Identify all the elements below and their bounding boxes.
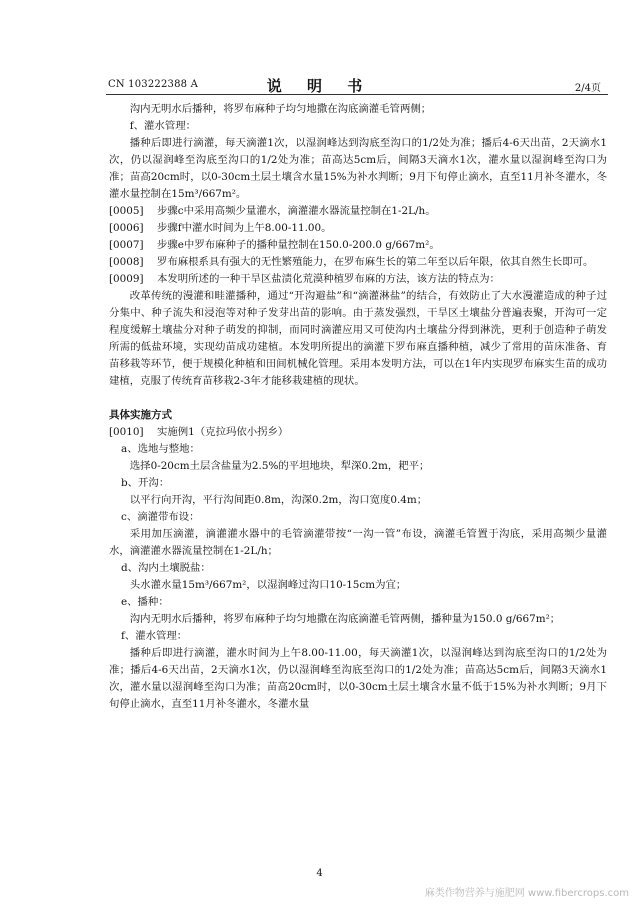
body-paragraph: 采用加压滴灌，滴灌灌水器中的毛管滴灌带按“一沟一管”布设，滴灌毛管置于沟底，采用高频少量灌水，滴灌灌水器流量控制在1-2L/h； bbox=[109, 528, 607, 557]
numbered-paragraph bbox=[109, 203, 607, 220]
paragraph-number: [0007] bbox=[109, 239, 144, 251]
body-paragraph: f、灌水管理： bbox=[129, 120, 196, 132]
body-paragraph: 头水灌水量15m³/667m²，以湿润峰过沟口10-15cm为宜； bbox=[129, 579, 407, 591]
body-paragraph: 播种后即进行滴灌，灌水时间为上午8.00-11.00，每天滴灌1次，以湿润峰达到沟底至沟口的1/2处为准；播后4-6天出苗，2天滴水1次，仍以湿润峰至沟底至沟口的1/2处为准；苗高达5cm后，间隔3天滴水1次，灌水量以湿润峰至沟口为准；苗高20cm时，以0-30cm土层土壤含水量不低于15%为补水判断；9月下旬停止滴水，直至11月补冬灌水，冬灌水量 bbox=[109, 647, 607, 710]
body-paragraph: 以平行向开沟，平行沟间距0.8m，沟深0.2m，沟口宽度0.4m； bbox=[129, 494, 428, 506]
paragraph-text: 步骤e中罗布麻种子的播种量控制在150.0-200.0 g/667m²。 bbox=[157, 239, 440, 251]
paragraph-number: [0010] bbox=[109, 426, 144, 438]
page-number: 4 bbox=[316, 868, 323, 879]
body-paragraph: 沟内无明水后播种，将罗布麻种子均匀地撒在沟底滴灌毛管两侧，播种量为150.0 g/667m²； bbox=[129, 613, 561, 625]
page-title: 说 明 书 bbox=[266, 77, 373, 95]
body-paragraph: 改革传统的漫灌和畦灌播种，通过“开沟避盐”和“滴灌淋盐”的结合，有效防止了大水漫灌造成的种子过分集中、种子流失和浸泡等对种子发芽出苗的影响。由于蒸发强烈，干旱区土壤盐分普遍表聚，开沟可一定程度缓解土壤盐分对种子萌发的抑制，而同时滴灌应用又可使沟内土壤盐分得到淋洗，更利于创造种子萌发所需的低盐环境，实现幼苗成功建植。本发明所提出的滴灌下罗布麻直播种植，减少了常用的苗床准备、育苗移栽等环节，便于规模化种植和田间机械化管理。采用本发明方法，可以在1年内实现罗布麻实生苗的成功建植，克服了传统育苗移栽2-3年才能移栽建植的现状。 bbox=[109, 290, 607, 387]
numbered-paragraph bbox=[109, 237, 607, 254]
numbered-paragraph bbox=[109, 220, 607, 237]
step-heading: d、沟内土壤脱盐： bbox=[121, 562, 211, 574]
paragraph-text: 步骤c中采用高频少量灌水，滴灌灌水器流量控制在1-2L/h。 bbox=[157, 205, 436, 217]
paragraph-number: [0008] bbox=[109, 256, 144, 268]
paragraph-number: [0005] bbox=[109, 205, 144, 217]
paragraph-number: [0009] bbox=[109, 273, 144, 285]
numbered-paragraph bbox=[109, 254, 607, 271]
numbered-paragraph bbox=[109, 271, 607, 288]
header-rule bbox=[106, 94, 608, 95]
step-heading: b、开沟： bbox=[121, 477, 170, 489]
body-paragraph: 沟内无明水后播种，将罗布麻种子均匀地撒在沟底滴灌毛管两侧； bbox=[129, 103, 432, 115]
step-heading: a、选地与整地： bbox=[121, 443, 200, 455]
section-gap bbox=[109, 390, 607, 407]
numbered-paragraph bbox=[109, 424, 607, 441]
paragraph-number: [0006] bbox=[109, 222, 144, 234]
watermark: 麻类作物营养与施肥网 www.fibercrops.com bbox=[424, 888, 629, 899]
paragraph-text: 罗布麻根系具有强大的无性繁殖能力，在罗布麻生长的第二年至以后年限，依其自然生长即可。 bbox=[157, 256, 594, 268]
step-heading: f、灌水管理： bbox=[121, 630, 188, 642]
step-heading: e、播种： bbox=[121, 596, 169, 608]
document-body bbox=[109, 101, 607, 713]
step-heading: c、滴灌带布设： bbox=[121, 511, 200, 523]
section-heading: 具体实施方式 bbox=[109, 409, 172, 421]
body-paragraph: 选择0-20cm土层含盐量为2.5%的平坦地块，犁深0.2m，耙平； bbox=[129, 460, 430, 472]
paragraph-text: 实施例1（克拉玛依小拐乡） bbox=[157, 426, 289, 438]
paragraph-text: 本发明所述的一种干旱区盐渍化荒漠种植罗布麻的方法，该方法的特点为： bbox=[157, 273, 500, 285]
paragraph-text: 步骤f中灌水时间为上午8.00-11.00。 bbox=[157, 222, 332, 234]
document-number: CN 103222388 A bbox=[108, 79, 199, 90]
page-indicator: 2/4页 bbox=[574, 83, 601, 94]
body-paragraph: 播种后即进行滴灌，每天滴灌1次，以湿润峰达到沟底至沟口的1/2处为准；播后4-6天出苗，2天滴水1次，仍以湿润峰至沟底至沟口的1/2处为准；苗高达5cm后，间隔3天滴水1次，灌水量以湿润峰至沟口为准；苗高20cm时，以0-30cm土层土壤含水量15%为补水判断；9月下旬停止滴水，直至11月补冬灌水，冬灌水量控制在15m³/667m²。 bbox=[109, 137, 607, 200]
